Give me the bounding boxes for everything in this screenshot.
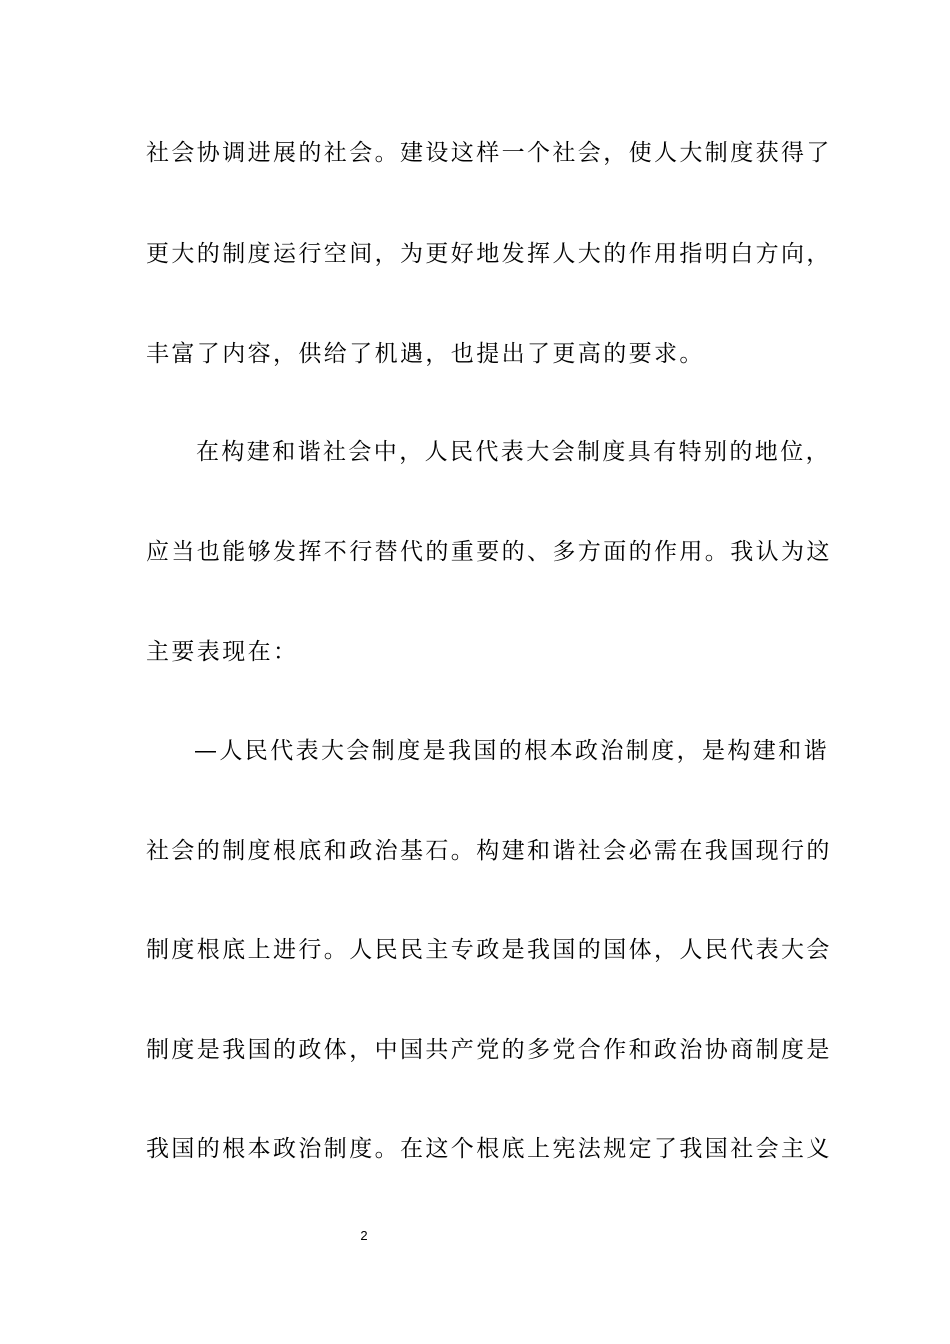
text-line: 制度是我国的政体，中国共产党的多党合作和政治协商制度是 (146, 1037, 832, 1063)
page-number: 2 (360, 1228, 368, 1243)
text-line: 丰富了内容，供给了机遇，也提出了更高的要求。 (146, 341, 705, 367)
text-line: 社会的制度根底和政治基石。构建和谐社会必需在我国现行的 (146, 838, 832, 864)
text-line: 我国的根本政治制度。在这个根底上宪法规定了我国社会主义 (146, 1136, 832, 1162)
text-line: 社会协调进展的社会。建设这样一个社会，使人大制度获得了 (146, 140, 832, 166)
text-line: 更大的制度运行空间，为更好地发挥人大的作用指明白方向， (146, 241, 832, 267)
paragraph-first-line: —人民代表大会制度是我国的根本政治制度，是构建和谐 (194, 738, 829, 764)
text-line: 制度根底上进行。人民民主专政是我国的国体，人民代表大会 (146, 937, 832, 963)
text-line: 应当也能够发挥不行替代的重要的、多方面的作用。我认为这 (146, 539, 832, 565)
paragraph-first-line: 在构建和谐社会中，人民代表大会制度具有特别的地位， (196, 439, 831, 465)
text-line: 主要表现在： (146, 639, 299, 665)
